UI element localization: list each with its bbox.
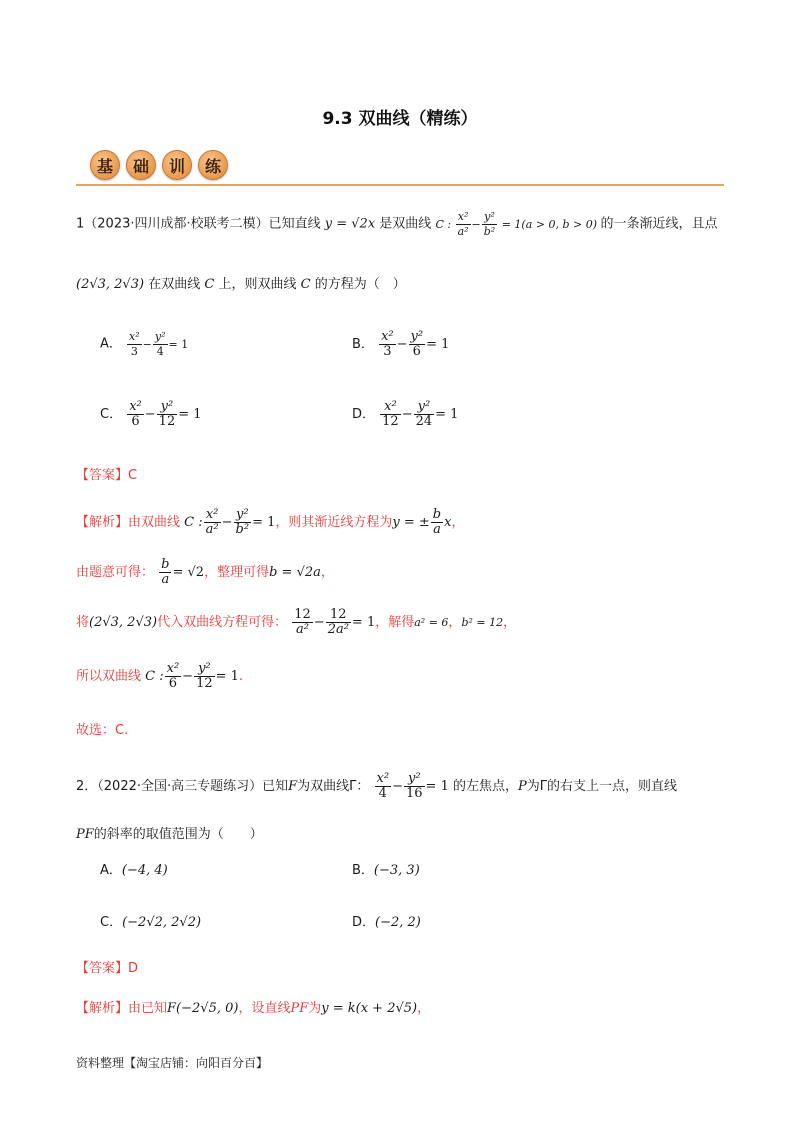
q1-a1-text: 由双曲线 <box>128 515 181 530</box>
q2-rhs: = 1 <box>425 779 449 794</box>
q1-a1-fn: b <box>432 507 442 522</box>
q1-a3-d2: 2a² <box>327 622 349 637</box>
q2-analysis-label: 【解析】 <box>76 1001 129 1016</box>
q1-line2-mid: 在双曲线 <box>148 277 201 292</box>
q1-a3-point: (2√3, 2√3) <box>89 615 158 630</box>
q1-analysis-line2 <box>76 558 334 587</box>
q1-a4-n2: y² <box>194 662 215 677</box>
q1-line2-c1: C <box>204 277 215 292</box>
q2-stem-line2 <box>76 826 263 844</box>
q2-n2: y² <box>404 772 425 787</box>
q1-a-n2: y² <box>154 330 166 343</box>
q1-suffix: 的一条渐近线，且点 <box>600 216 718 232</box>
q2-option-d-label: D． <box>352 915 376 930</box>
q1-d-n2: y² <box>414 400 435 415</box>
q1-a1-eq-r: x <box>444 515 452 530</box>
q1-analysis-label: 【解析】 <box>76 515 129 530</box>
q1-option-a-label: A． <box>100 336 122 352</box>
q2-pf: PF <box>76 827 94 842</box>
q1-a2-fd: a <box>161 572 170 587</box>
q1-answer <box>76 467 137 485</box>
q1-analysis-line4: 所以双曲线 C : $\frac{\text{x²}}{6}$ − $\frac{\text{y²}}{12}$ = 1. <box>76 661 244 691</box>
q1-a2-rhs: = √2 <box>172 565 205 580</box>
q2-d1: 4 <box>378 786 387 801</box>
q1-b-d1: 3 <box>383 344 392 359</box>
q2-a1-text: 由已知 <box>128 1001 168 1016</box>
q1-a1-c: C : <box>184 515 203 530</box>
q1-a3-eq1: a² = 6 <box>414 616 449 629</box>
q2-mid2: 的左焦点， <box>452 779 518 794</box>
q1-a1-mid: ，则其渐近线方程为 <box>275 515 393 530</box>
q1-a1-rhs: = 1 <box>252 515 276 530</box>
q1-analysis-line1: 【解析】由双曲线 C : $\frac{\text{x²}}{\text{a²}}$ − $\frac{\text{y²}}{\text{b²}}$ = 1，则其渐近线方程为y = ± $\frac{b}{a}$ x， <box>76 507 465 537</box>
q2-option-c[interactable] <box>100 914 201 932</box>
q1-a4-text: 所以双曲线 <box>76 669 142 684</box>
q1-a3-rhs: = 1 <box>351 615 376 630</box>
q1-a3-n2: 12 <box>326 608 351 623</box>
q1-b-d2: 6 <box>412 344 421 359</box>
q2-a1-pf: PF <box>290 1001 309 1016</box>
q1-a3-end: ， <box>503 615 517 630</box>
q1-a2-mid: ，整理可得 <box>204 565 270 580</box>
q1-option-b-label: B． <box>352 337 374 352</box>
q1-curve-den2: b² <box>483 225 496 238</box>
q1-a-n1: x² <box>129 330 140 343</box>
q1-a-rhs: = 1 <box>168 337 189 351</box>
q2-n1: x² <box>376 771 390 786</box>
q1-a1-n1: x² <box>204 508 221 523</box>
q1-d-d2: 24 <box>415 414 433 429</box>
q1-line2-c2: C <box>300 277 311 292</box>
q2-analysis-line1 <box>76 1000 430 1018</box>
q1-stem-line1 <box>76 210 718 239</box>
q1-a1-end: ， <box>451 515 465 530</box>
q2-option-b[interactable] <box>352 862 420 880</box>
q1-option-d[interactable]: D． $\frac{\text{x²}}{12}$ − $\frac{\text{y²}}{24}$ = 1 <box>352 399 459 429</box>
q2-option-a-value: (−4, 4) <box>121 863 168 878</box>
banner-char-3: 训 <box>162 150 192 180</box>
q2-a1-mid2: 为 <box>308 1001 322 1016</box>
q2-a1-f: F(−2√5, 0) <box>167 1001 239 1016</box>
q2-mid1: 为双曲线Γ： <box>297 779 370 794</box>
q1-c-d1: 6 <box>131 414 140 429</box>
q1-prefix: 1（2023·四川成都·校联考二模）已知直线 <box>76 216 321 232</box>
q1-analysis-line3: 将(2√3, 2√3)代入双曲线方程可得： $\frac{12}{\text{a²}}$ − $\frac{12}{\text{2a²}}$ = 1，解得a² = 6，b² = 12， <box>76 607 517 637</box>
q2-option-a-label: A． <box>100 863 122 878</box>
q2-stem-line1: 2．（2022·全国·高三专题练习）已知F为双曲线Γ： $\frac{\text{x²}}{4}$ − $\frac{\text{y²}}{16}$ = 1 的左焦点，P为Γ的右支上一点，则直线 <box>76 771 677 801</box>
q1-a4-d2: 12 <box>196 676 213 691</box>
q2-f: F <box>288 779 298 794</box>
q1-a3-eq2: b² = 12 <box>461 616 504 629</box>
q1-curve-den1: a² <box>457 225 469 238</box>
q1-point: (2√3, 2√3) <box>76 277 145 292</box>
q2-answer-value: D <box>128 961 139 976</box>
q1-a1-d2: b² <box>235 522 250 537</box>
q1-a4-rhs: = 1 <box>215 669 239 684</box>
q1-option-b[interactable]: B． $\frac{\text{x²}}{3}$ − $\frac{\text{y²}}{6}$ = 1 <box>352 329 450 359</box>
q2-answer <box>76 960 138 978</box>
q2-mid3: 为Γ的右支上一点，则直线 <box>526 779 677 794</box>
q1-line-eq: y = √2x <box>324 216 376 232</box>
q1-a1-fd: a <box>433 522 441 537</box>
q1-option-d-label: D． <box>352 407 376 422</box>
banner-char-1: 基 <box>90 150 120 180</box>
q2-answer-label: 【答案】 <box>76 961 129 976</box>
page-footer: 资料整理【淘宝店铺：向阳百分百】 <box>76 1056 269 1070</box>
q1-d-n1: x² <box>380 400 401 415</box>
q2-option-a[interactable] <box>100 862 168 880</box>
q1-mid: 是双曲线 <box>379 216 432 232</box>
q2-option-d[interactable] <box>352 914 421 932</box>
q1-a2-text: 由题意可得： <box>76 565 155 580</box>
q1-d-rhs: = 1 <box>435 407 459 422</box>
q2-a1-end: ， <box>417 1001 431 1016</box>
q1-option-c-label: C． <box>100 407 123 422</box>
page-title: 9.3 双曲线（精练） <box>322 109 478 129</box>
q2-option-d-value: (−2, 2) <box>375 915 421 930</box>
q1-a2-eq: b = √2a <box>269 565 321 580</box>
q1-final: 故选：C. <box>76 723 129 738</box>
q1-curve-num1: x² <box>456 210 471 225</box>
banner-char-4: 练 <box>198 150 228 180</box>
q1-curve-num2: y² <box>482 210 497 225</box>
banner-char-2: 础 <box>126 150 156 180</box>
q2-option-c-value: (−2√2, 2√2) <box>122 915 202 930</box>
q1-option-c[interactable]: C． $\frac{\text{x²}}{6}$ − $\frac{\text{y²}}{12}$ = 1 <box>100 399 202 429</box>
q2-p: P <box>518 779 527 794</box>
q1-a1-d1: a² <box>205 522 219 537</box>
q1-a3-mid: ，解得 <box>375 615 415 630</box>
q2-a1-eq: y = k(x + 2√5) <box>321 1001 418 1016</box>
q1-curve: C : $\frac{\text{x²}}{\text{a²}}$ − $\frac{\text{y²}}{\text{b²}}$ = 1(a > 0, b > 0) <box>435 210 598 238</box>
q1-a1-n2: y² <box>234 508 252 523</box>
q1-option-a[interactable]: A． $\frac{\text{x²}}{3}$ − $\frac{\text{y²}}{4}$ = 1 <box>100 330 189 358</box>
q1-answer-label: 【答案】 <box>76 468 129 483</box>
q1-a4-c: C : <box>145 669 164 684</box>
q1-a4-end: . <box>238 669 244 684</box>
q1-a3-d1: a² <box>296 622 309 637</box>
q1-c-n2: y² <box>157 400 178 415</box>
q1-a3-n1: 12 <box>294 607 311 622</box>
q1-a1-eq-l: y = ± <box>392 515 430 530</box>
q1-c-rhs: = 1 <box>178 407 202 422</box>
banner-divider <box>76 184 724 186</box>
q2-a1-mid: ，设直线 <box>238 1001 291 1016</box>
q1-a2-end: ， <box>320 565 334 580</box>
q1-d-d1: 12 <box>382 414 399 429</box>
q1-a3-text1: 将 <box>76 615 90 630</box>
q1-b-n1: x² <box>381 329 394 344</box>
q2-line2-end: 的斜率的取值范围为（ ） <box>93 827 263 842</box>
q1-a4-d1: 6 <box>168 676 178 691</box>
q2-prefix: 2．（2022·全国·高三专题练习）已知 <box>76 779 289 794</box>
q1-c-n1: x² <box>129 399 142 414</box>
q1-a-d1: 3 <box>130 345 138 358</box>
q1-b-n2: y² <box>410 329 424 344</box>
q1-b-rhs: = 1 <box>426 337 450 352</box>
q2-option-b-label: B． <box>352 863 374 878</box>
q1-line2-end: 的方程为（ ） <box>314 277 406 292</box>
q1-line2-mid2: 上，则双曲线 <box>218 277 297 292</box>
q2-option-b-value: (−3, 3) <box>373 863 420 878</box>
q1-curve-rest: = 1(a > 0, b > 0) <box>501 217 598 231</box>
q1-curve-name: C : <box>435 217 452 231</box>
q1-stem-line2 <box>76 276 406 294</box>
q1-a3-sep: ， <box>448 615 462 630</box>
q2-d2: 16 <box>406 786 423 801</box>
q1-a4-n1: x² <box>166 661 180 676</box>
q1-a3-text2: 代入双曲线方程可得： <box>157 615 288 630</box>
q1-answer-value: C <box>128 468 138 483</box>
q1-c-d2: 12 <box>158 414 176 429</box>
q2-option-c-label: C． <box>100 915 123 930</box>
q1-a2-fn: b <box>161 557 170 572</box>
q1-a-d2: 4 <box>156 345 164 358</box>
